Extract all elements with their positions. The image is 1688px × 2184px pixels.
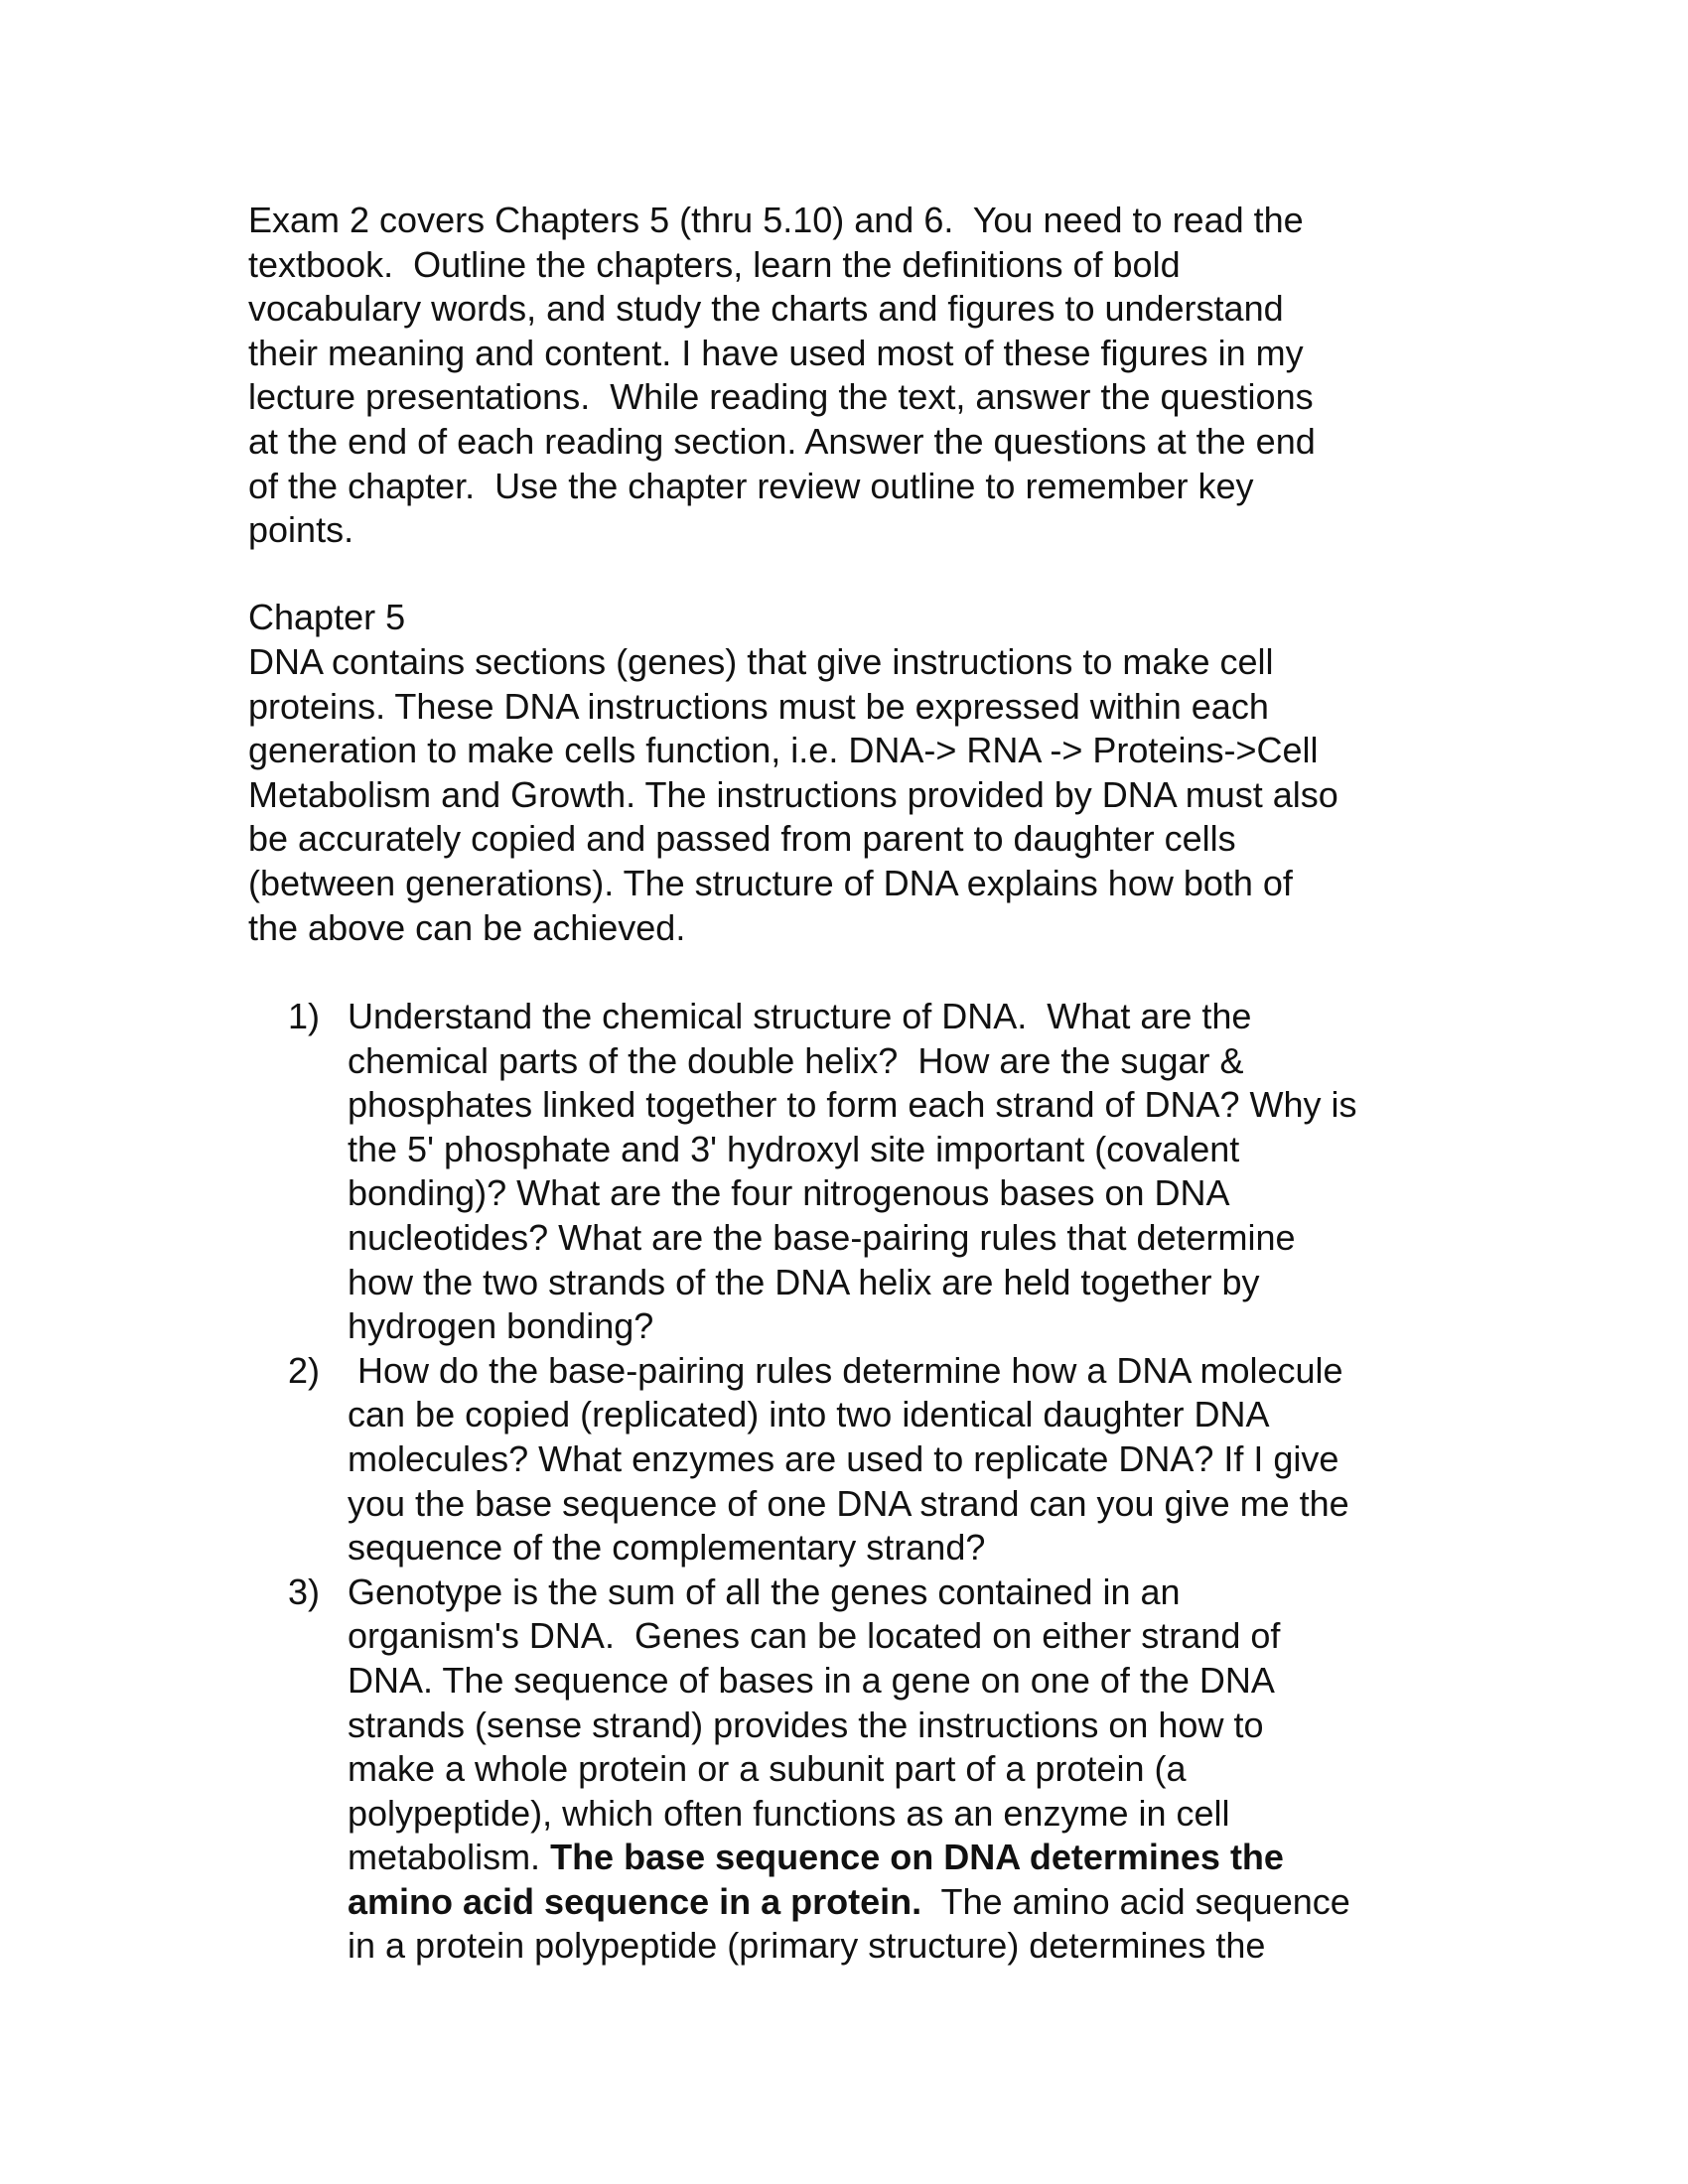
question-text	[348, 1570, 1479, 1969]
question-text-lead: Genotype is the sum of all the genes contained in an organism's DNA. Genes can be located on either strand of DNA. The sequence of bases in a gene on one of the DNA strands (sense strand) provides the instructions on how to make a whole protein or a subunit part of a protein (a polypeptide), which often functions as an enzyme in cell metabolism.	[348, 1570, 1281, 1878]
study-question-2	[288, 1349, 1479, 1570]
question-text-tail: The amino acid sequence in a protein polypeptide (primary structure) determines the	[348, 1880, 1350, 1967]
chapter-heading: Chapter 5	[248, 597, 406, 637]
study-question-list	[288, 995, 1479, 1969]
question-text: Understand the chemical structure of DNA. What are the chemical parts of the double helix? How are the sugar & phosphates linked together to form each strand of DNA? Why is the 5' phosphate and 3' hydroxyl site important (covalent bonding)? What are the four nitrogenous bases on DNA nucleotides? What are the base-pairing rules that determine how the two strands of the DNA helix are held together by hydrogen bonding?	[348, 996, 1357, 1347]
question-text: How do the base-pairing rules determine how a DNA molecule can be copied (replicated) into two identical daughter DNA molecules? What enzymes are used to replicate DNA? If I give you the base sequence of one DNA strand can you give me the sequence of the complementary strand?	[348, 1349, 1349, 1569]
chapter-intro-paragraph: DNA contains sections (genes) that give instructions to make cell proteins. These DNA instructions must be expressed within each generation to make cells function, i.e. DNA-> RNA -> Proteins->Cell Metabolism and Growth. The instructions provided by DNA must also be accurately copied and passed from parent to daughter cells (between generations). The structure of DNA explains how both of the above can be achieved.	[248, 641, 1338, 948]
question-number: 1)	[288, 996, 321, 1036]
intro-paragraph: Exam 2 covers Chapters 5 (thru 5.10) and 6. You need to read the textbook. Outline the chapters, learn the definitions of bold vocabulary words, and study the charts and figures to understand their meaning and content. I have used most of these figures in my lecture presentations. While reading the text, answer the questions at the end of each reading section. Answer the questions at the end of the chapter. Use the chapter review outline to remember key points.	[248, 200, 1316, 551]
question-number: 2)	[288, 1349, 321, 1391]
study-question-1	[288, 995, 1479, 1349]
key-statement-bold: The base sequence on DNA determines the amino acid sequence in a protein.	[348, 1837, 1284, 1922]
question-number: 3)	[288, 1570, 321, 1612]
study-question-3	[288, 1570, 1479, 1969]
